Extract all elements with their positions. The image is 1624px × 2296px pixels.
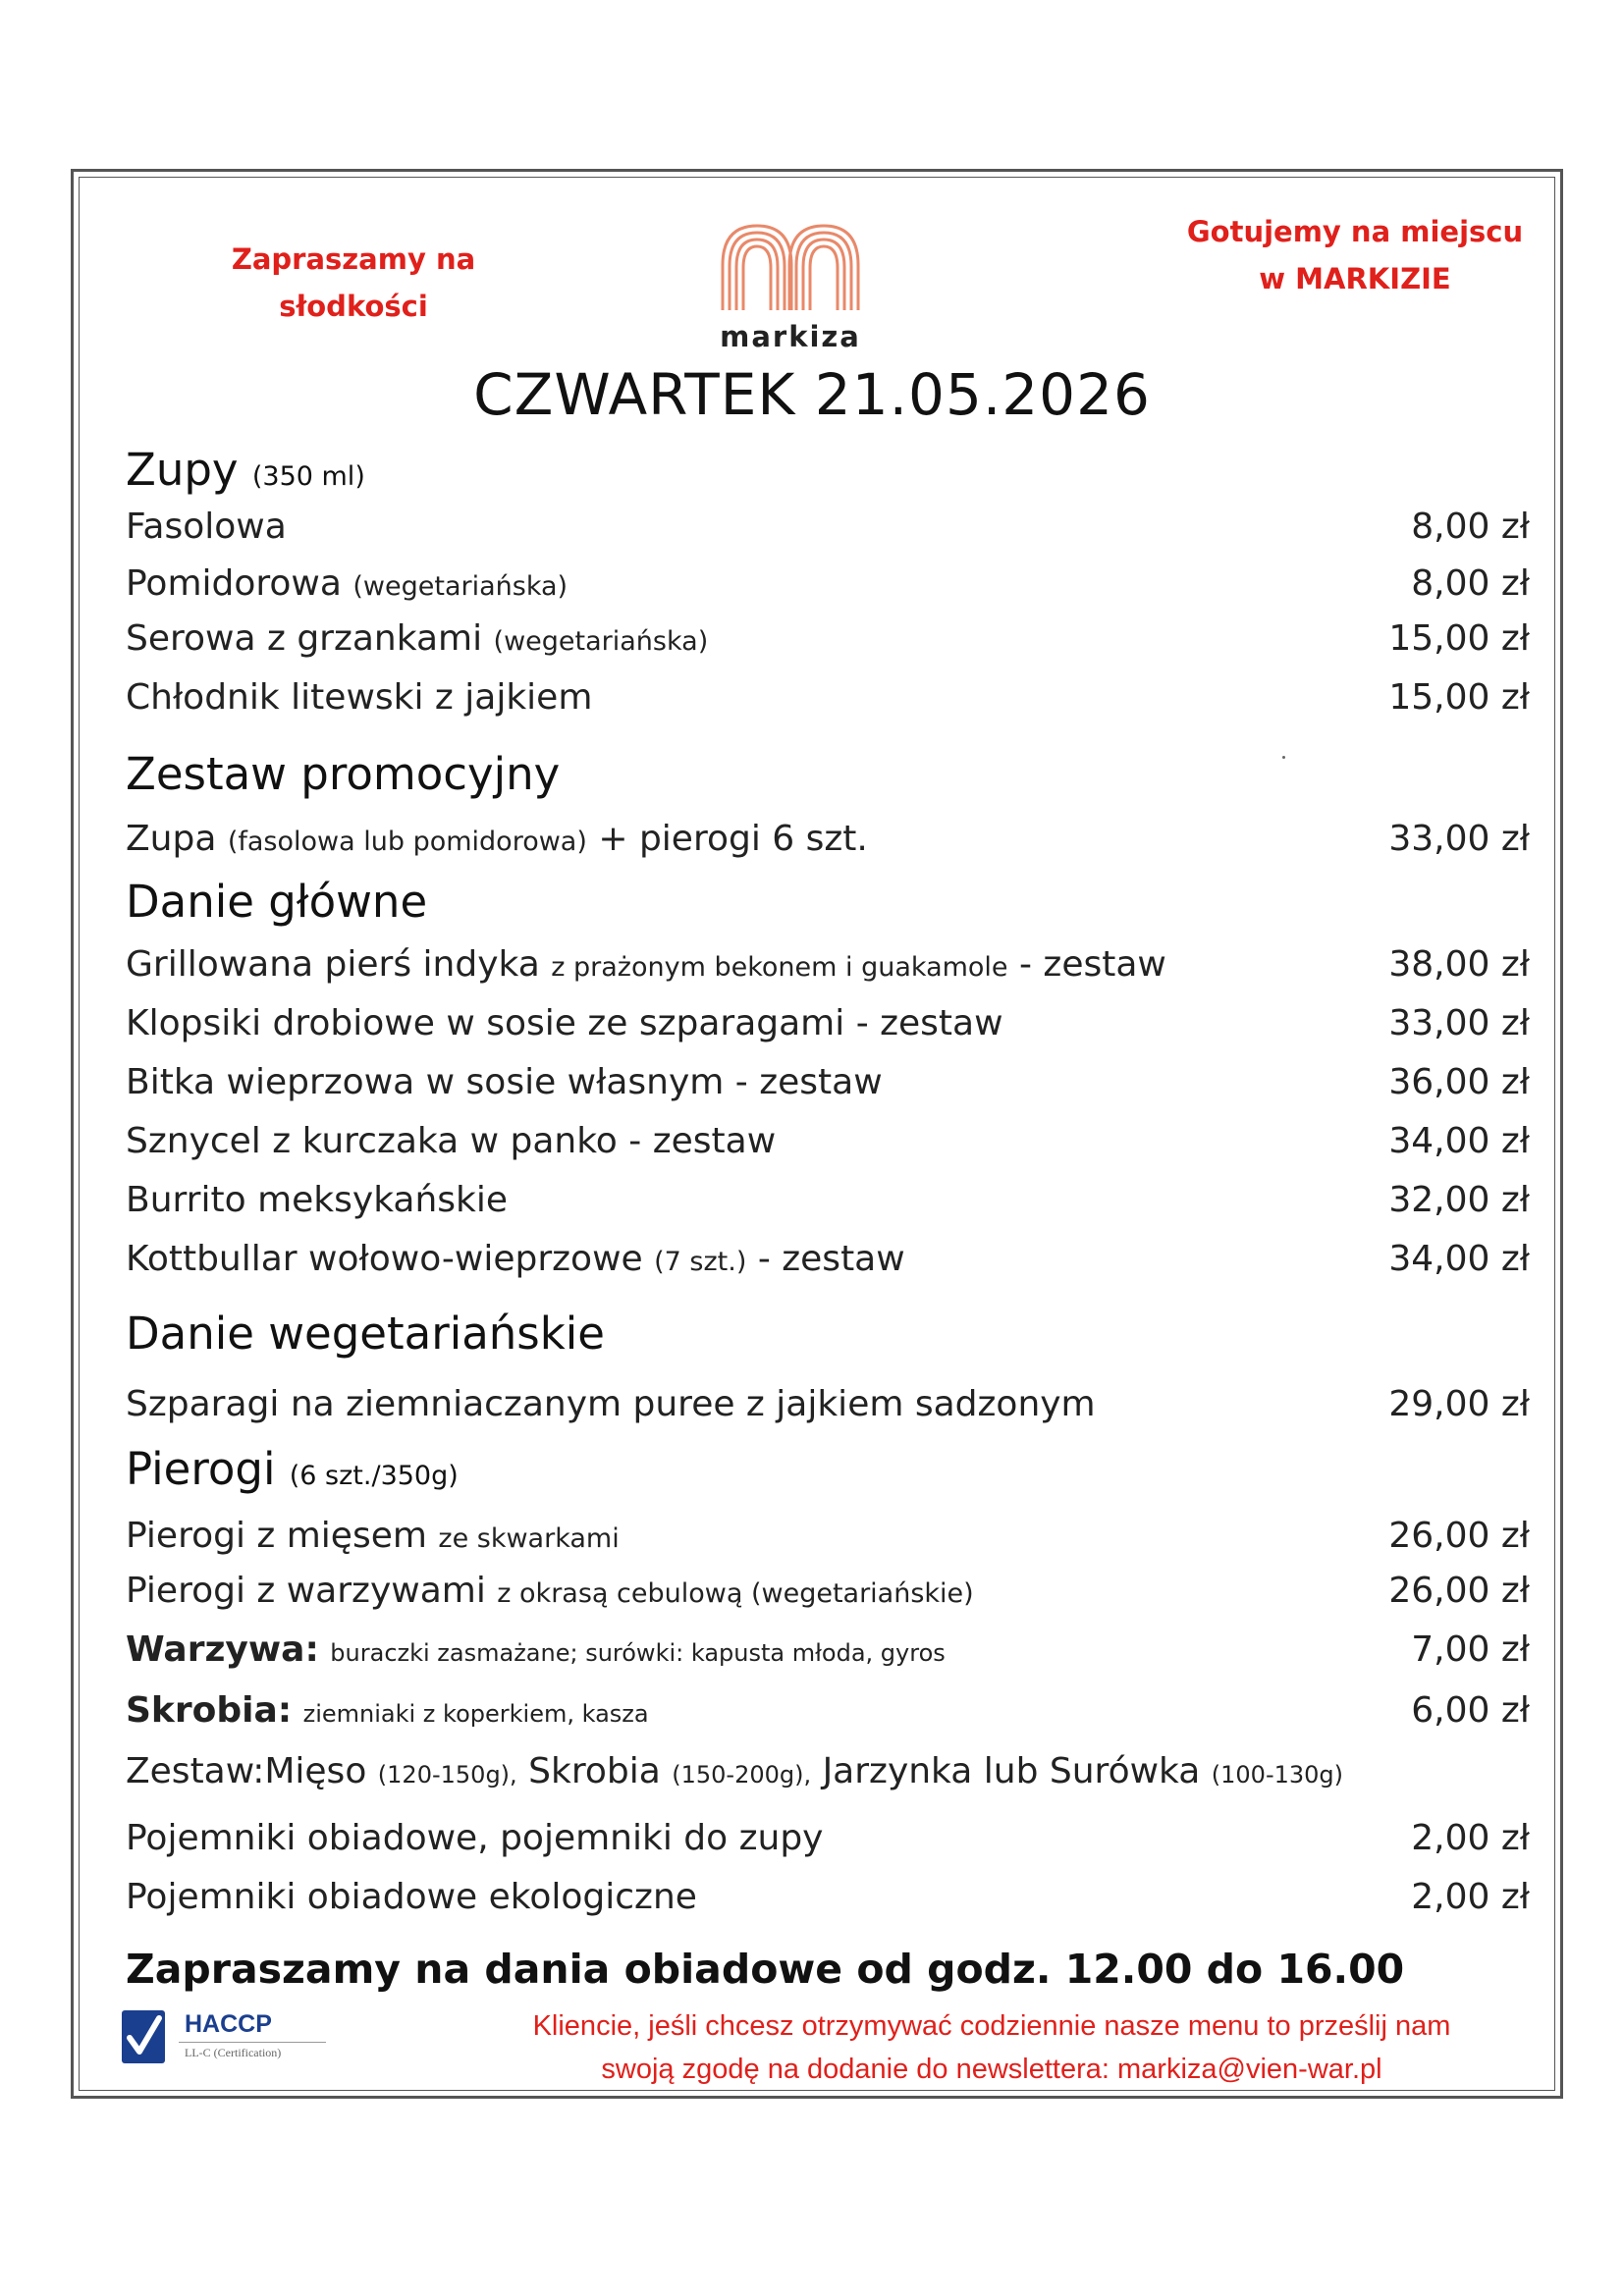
section-zestaw [126,748,560,800]
menu-item: Chłodnik litewski z jajkiem 15,00 zł [126,677,1530,718]
price: 29,00 zł [1388,1384,1530,1424]
price: 33,00 zł [1388,1003,1530,1043]
logo-wordmark: markiza [720,320,861,353]
price: 15,00 zł [1388,677,1530,718]
section-title: Zupy [126,444,239,496]
section-title: Zestaw promocyjny [126,748,561,800]
haccp-badge [120,2008,326,2069]
menu-item: Burrito meksykańskie 32,00 zł [126,1180,1530,1220]
price: 15,00 zł [1388,618,1530,659]
menu-item: Pojemniki obiadowe, pojemniki do zupy 2,00 zł [126,1818,1530,1858]
menu-item: Fasolowa 8,00 zł [126,507,1530,547]
price: 33,00 zł [1388,819,1530,859]
menu-item: Bitka wieprzowa w sosie własnym - zestaw 36,00 zł [126,1062,1530,1102]
menu-item: Pierogi z warzywami z okrasą cebulową (wegetariańskie) 26,00 zł [126,1571,1530,1611]
menu-item: Serowa z grzankami (wegetariańska) 15,00 zł [126,618,1530,659]
haccp-subtitle: LL-C (Certification) [185,2046,282,2059]
price: 38,00 zł [1388,944,1530,985]
haccp-title: HACCP [185,2010,272,2038]
opening-hours: Zapraszamy na dania obiadowe od godz. 12.00 do 16.00 [126,1946,1405,1993]
menu-item: Szparagi na ziemniaczanym puree z jajkiem sadzonym 29,00 zł [126,1384,1530,1424]
section-subtitle: (6 szt./350g) [289,1461,459,1491]
price: 7,00 zł [1411,1629,1530,1670]
section-zupy [126,444,365,496]
section-title: Danie główne [126,876,428,928]
cooking-note: Gotujemy na miejscu w MARKIZIE [1186,215,1524,295]
newsletter-note: Kliencie, jeśli chcesz otrzymywać codziennie nasze menu to prześlij nam swoją zgodę na dodanie do newslettera: markiza@vien-war.pl [532,2010,1451,2085]
price: 2,00 zł [1411,1877,1530,1917]
haccp-check-icon [120,2008,167,2065]
section-pierogi [126,1443,459,1495]
menu-item: Zupa (fasolowa lub pomidorowa) + pierogi 6 szt. 33,00 zł [126,819,1530,859]
section-title: Danie wegetariańskie [126,1308,605,1360]
menu-item: Kottbullar wołowo-wieprzowe (7 szt.) - zestaw 34,00 zł [126,1239,1530,1279]
page-title: CZWARTEK 21.05.2026 [473,361,1151,428]
price: 36,00 zł [1388,1062,1530,1102]
price: 34,00 zł [1388,1239,1530,1279]
side-starch: Skrobia: ziemniaki z koperkiem, kasza 6,00 zł [126,1690,1530,1731]
section-title: Pierogi [126,1443,276,1495]
price: 6,00 zł [1411,1690,1530,1731]
price: 32,00 zł [1388,1180,1530,1220]
price: 2,00 zł [1411,1818,1530,1858]
price: 8,00 zł [1411,507,1530,547]
speck [1282,756,1285,759]
menu-item: Grillowana pierś indyka z prażonym bekonem i guakamole - zestaw 38,00 zł [126,944,1530,985]
section-danie-glowne [126,876,427,928]
sweets-note: Zapraszamy na słodkości [231,242,476,323]
section-wege [126,1308,605,1360]
price: 26,00 zł [1388,1516,1530,1556]
side-vegetables: Warzywa: buraczki zasmażane; surówki: kapusta młoda, gyros 7,00 zł [126,1629,1530,1670]
menu-item: Pomidorowa (wegetariańska) 8,00 zł [126,563,1530,604]
menu-item: Pojemniki obiadowe ekologiczne 2,00 zł [126,1877,1530,1917]
menu-item: Pierogi z mięsem ze skwarkami 26,00 zł [126,1516,1530,1556]
price: 8,00 zł [1411,563,1530,604]
set-info: Zestaw:Mięso (120-150g), Skrobia (150-200g), Jarzynka lub Surówka (100-130g) [126,1751,1344,1791]
price: 34,00 zł [1388,1121,1530,1161]
section-subtitle: (350 ml) [251,461,365,492]
menu-item: Sznycel z kurczaka w panko - zestaw 34,00 zł [126,1121,1530,1161]
menu-item: Klopsiki drobiowe w sosie ze szparagami - zestaw 33,00 zł [126,1003,1530,1043]
price: 26,00 zł [1388,1571,1530,1611]
